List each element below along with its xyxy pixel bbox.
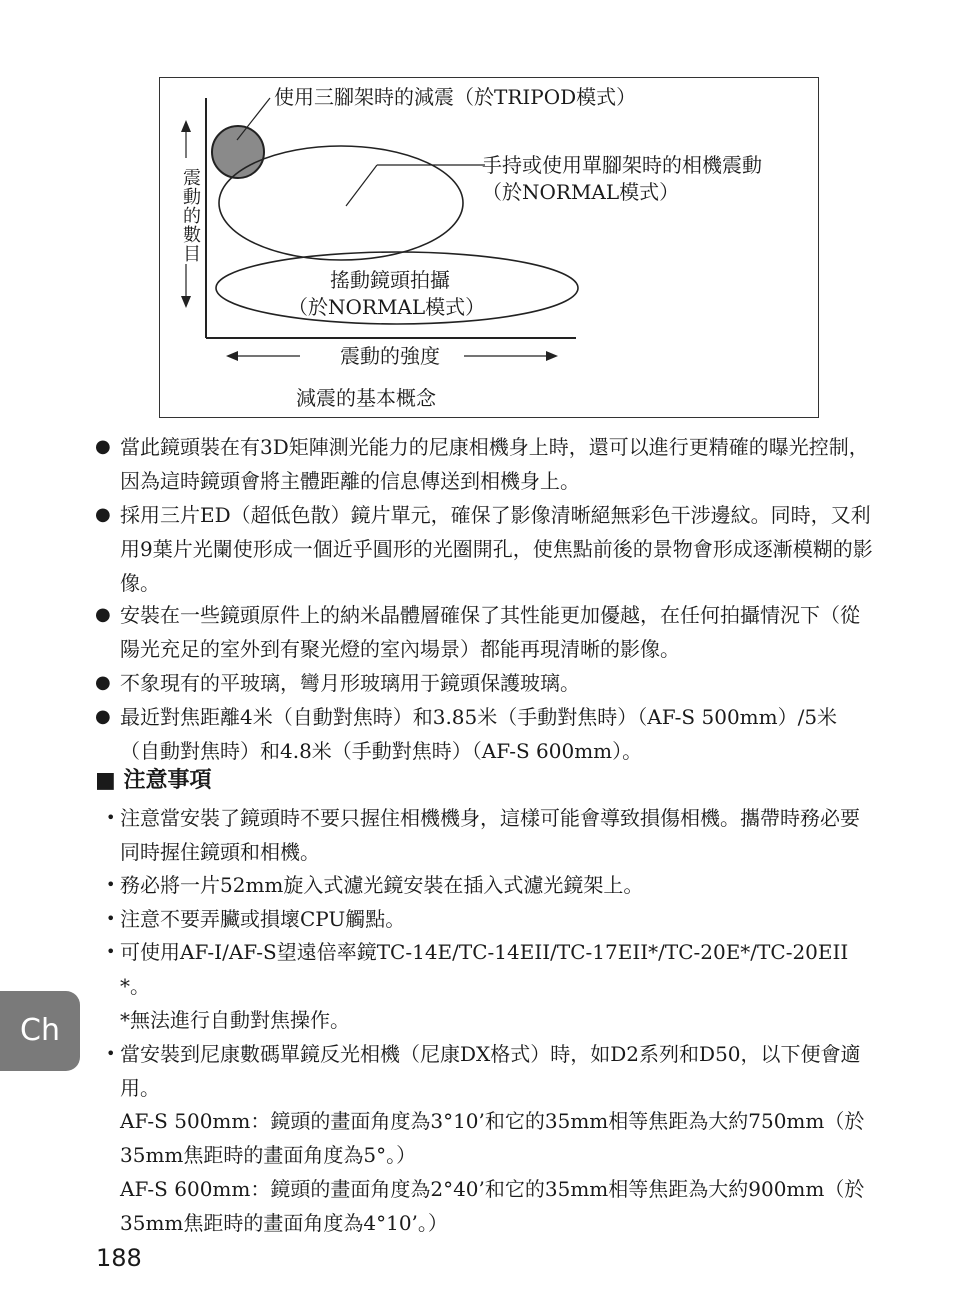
- note-text: 當安裝到尼康數碼單鏡反光相機（尼康DX格式）時，如D2系列和D50，以下便會適用。: [120, 1042, 861, 1100]
- tripod-label: 使用三腳架時的減震（於TRIPOD模式）: [274, 85, 637, 109]
- y-arrow-up: [181, 120, 191, 132]
- footnote: *無法進行自動對焦操作。: [120, 1008, 350, 1032]
- bullet-icon: ●: [95, 504, 111, 525]
- bullet-text: 最近對焦距離4米（自動對焦時）和3.85米（手動對焦時）（AF-S 500mm）/5米（自動對焦時）和4.8米（手動對焦時）（AF-S 600mm）。: [120, 705, 838, 763]
- handheld-label-line1: 手持或使用單腳架時的相機震動: [482, 153, 762, 177]
- note-text: 可使用AF-I/AF-S望遠倍率鏡TC-14E/TC-14EII/TC-17EII*/TC-20E*/TC-20EII*。: [120, 940, 849, 998]
- bullet-icon: ●: [95, 672, 111, 693]
- bullet-text: 安裝在一些鏡頭原件上的納米晶體層確保了其性能更加優越，在任何拍攝情況下（從陽光充足的室外到有聚光燈的室內場景）都能再現清晰的影像。: [120, 603, 860, 661]
- page-number: 188: [96, 1244, 142, 1272]
- vibration-reduction-diagram: [159, 77, 819, 418]
- bullet-text: 採用三片ED（超低色散）鏡片單元，確保了影像清晰絕無彩色干涉邊紋。同時，又利用9葉片光闌使形成一個近乎圓形的光圈開孔，使焦點前後的景物會形成逐漸模糊的影像。: [120, 503, 873, 595]
- x-arrow-right: [546, 351, 558, 361]
- list-item: [95, 700, 875, 768]
- bullet-icon: ●: [95, 604, 111, 625]
- x-arrow-left: [226, 351, 238, 361]
- list-item: [106, 801, 876, 869]
- chapter-tab: Ch: [0, 991, 80, 1071]
- bullet-icon: ●: [95, 706, 111, 727]
- panning-label-line1: 搖動鏡頭拍攝: [330, 268, 450, 292]
- list-item: [95, 430, 875, 498]
- list-item: [95, 498, 875, 600]
- list-item: [106, 868, 876, 902]
- handheld-leader: [346, 165, 377, 206]
- bullet-icon: ●: [95, 436, 111, 457]
- list-item: [106, 1037, 876, 1105]
- bullet-text: 當此鏡頭裝在有3D矩陣測光能力的尼康相機身上時，還可以進行更精確的曝光控制，因為這時鏡頭會將主體距離的信息傳送到相機身上。: [120, 435, 869, 493]
- tripod-circle: [212, 126, 264, 178]
- bullet-text: 不象現有的平玻璃，彎月形玻璃用于鏡頭保護玻璃。: [120, 671, 580, 695]
- list-item: [106, 902, 876, 936]
- list-item: [95, 598, 875, 666]
- y-arrow-down: [181, 296, 191, 308]
- small-bullet-icon: •: [106, 875, 116, 894]
- panning-label-line2: （於NORMAL模式）: [288, 295, 486, 319]
- x-axis-label: 震動的強度: [340, 344, 440, 368]
- small-bullet-icon: •: [106, 909, 116, 928]
- note-text: 注意不要弄臟或損壞CPU觸點。: [120, 907, 406, 931]
- diagram-caption: 減震的基本概念: [296, 386, 436, 410]
- note-text: 務必將一片52mm旋入式濾光鏡安裝在插入式濾光鏡架上。: [120, 873, 644, 897]
- spec-600mm: AF-S 600mm：鏡頭的畫面角度為2°40’和它的35mm相等焦距為大約900mm（於35mm焦距時的畫面角度為4°10’。）: [120, 1177, 865, 1235]
- y-axis-label: 震動的數目: [180, 168, 201, 263]
- list-item: [95, 666, 875, 700]
- handheld-ellipse: [219, 146, 463, 260]
- small-bullet-icon: •: [106, 808, 116, 827]
- small-bullet-icon: •: [106, 942, 116, 961]
- handheld-label-line2: （於NORMAL模式）: [482, 180, 680, 204]
- list-item: [106, 935, 876, 1003]
- diagram-graphics: [160, 78, 820, 419]
- section-heading: ■ 注意事項: [95, 768, 212, 793]
- small-bullet-icon: •: [106, 1044, 116, 1063]
- note-text: 注意當安裝了鏡頭時不要只握住相機機身，這樣可能會導致損傷相機。攜帶時務必要同時握住鏡頭和相機。: [120, 806, 860, 864]
- spec-500mm: AF-S 500mm：鏡頭的畫面角度為3°10’和它的35mm相等焦距為大約750mm（於35mm焦距時的畫面角度為5°。）: [120, 1109, 865, 1167]
